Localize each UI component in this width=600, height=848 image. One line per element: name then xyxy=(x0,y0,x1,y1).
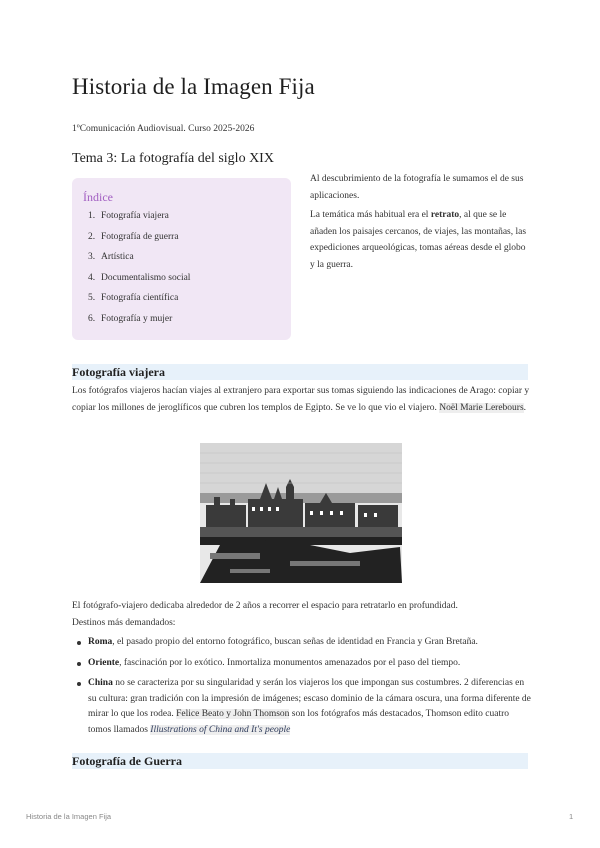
photographers-highlight: Felice Beato y John Thomson xyxy=(176,709,290,719)
viajera-paragraph-3: Destinos más demandados: xyxy=(72,618,176,628)
page-number: 1 xyxy=(569,812,574,821)
destinations-list xyxy=(72,635,532,743)
engraving-image xyxy=(200,443,402,583)
viajera-paragraph-2: El fotógrafo-viajero dedicaba alrededor de 2 años a recorrer el espacio para retratarlo en profundidad. xyxy=(72,601,458,611)
bullet-icon xyxy=(77,682,81,686)
list-item-oriente: Oriente, fascinación por lo exótico. Inmortaliza monumentos amenazados por el paso del tiempo. xyxy=(72,656,532,672)
photographer-highlight: Noël Marie Lerebours xyxy=(439,402,524,413)
topic-heading: Tema 3: La fotografía del siglo XIX xyxy=(72,151,274,166)
toc-item-documentalismo[interactable]: 4. Documentalismo social xyxy=(88,272,191,283)
section-heading-viajera: Fotografía viajera xyxy=(72,365,165,379)
toc-title: Índice xyxy=(83,190,113,204)
toc-list xyxy=(72,211,190,334)
intro-paragraph-1: Al descubrimiento de la fotografía le sumamos el de sus aplicaciones. xyxy=(310,174,524,201)
list-item-china: China no se caracteriza por su singularidad y serán los viajeros los que impongan sus costumbres. 2 diferencias en su cultura: gran tradición con la impresión de imágenes; escaso dominio de la cámara oscura, una forma diferente de mirar lo que los rodea. Felice Beato y John Thomson son los fotógrafos más destacados, Thomson edito cuatro tomos llamados Illustrations of China and It's people xyxy=(72,676,532,738)
intro-text xyxy=(310,171,532,276)
list-item-roma: Roma, el pasado propio del entorno fotográfico, buscan señas de identidad en Francia y Gran Bretaña. xyxy=(72,635,532,651)
footer-title: Historia de la Imagen Fija xyxy=(26,812,112,821)
toc-item-guerra[interactable]: 2. Fotografía de guerra xyxy=(88,231,179,242)
bullet-icon xyxy=(77,662,81,666)
bullet-icon xyxy=(77,641,81,645)
viajera-paragraph-1: Los fotógrafos viajeros hacían viajes al extranjero para exportar sus tomas siguiendo las indicaciones de Arago: copiar y copiar los millones de jeroglíficos que cubren los templos de Egipto. Se ve lo que vio el viajero. Noël Marie Lerebours. xyxy=(72,386,530,413)
toc-item-viajera[interactable]: 1. Fotografía viajera xyxy=(88,211,169,221)
document-subtitle: 1ºComunicación Audiovisual. Curso 2025-2026 xyxy=(72,124,255,134)
document-title: Historia de la Imagen Fija xyxy=(72,74,315,99)
toc-item-cientifica[interactable]: 5. Fotografía científica xyxy=(88,293,179,303)
intro-paragraph-2: La temática más habitual era el retrato, al que se le añaden los paisajes cercanos, de viajes, las montañas, las expediciones arqueológicas, tomas aéreas desde el globo y la guerra. xyxy=(310,210,527,270)
toc-item-artistica[interactable]: 3. Artística xyxy=(88,252,134,262)
section-heading-guerra: Fotografía de Guerra xyxy=(72,754,182,768)
book-title: Illustrations of China and It's people xyxy=(150,724,291,735)
table-of-contents xyxy=(72,178,291,340)
toc-item-mujer[interactable]: 6. Fotografía y mujer xyxy=(88,313,173,324)
